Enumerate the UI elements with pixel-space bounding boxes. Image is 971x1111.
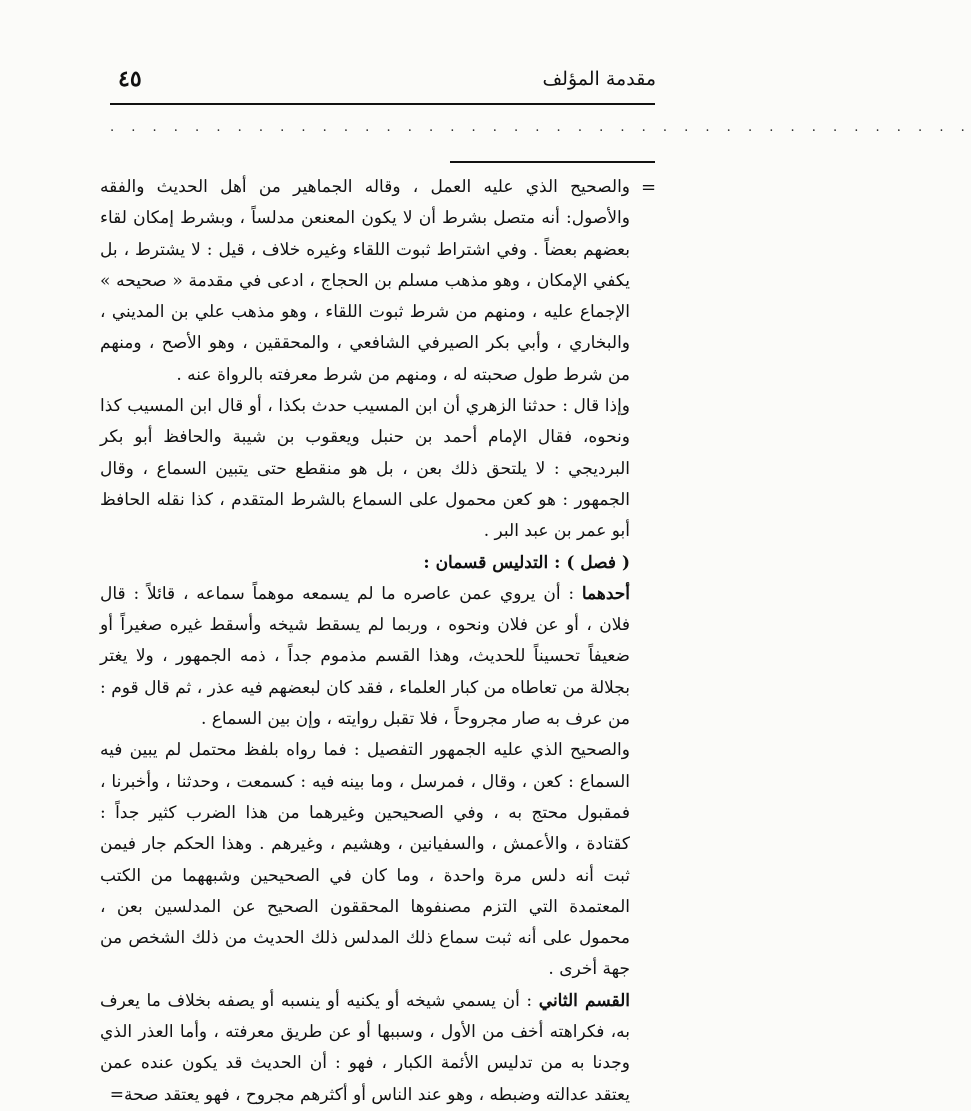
paragraph-text: : أن يروي عمن عاصره ما لم يسمعه موهماً سماعه ، قائلاً : قال فلان ، أو عن فلان ونحوه ، وربما لم يسقط شيخه وأسقط غيره صغيراً أو ضعيفاً تحسيناً للحديث، وهذا القسم مذموم جداً ، ذمه الجمهور ، ولا يغتر بجلالة من تعاطاه من كبار العلماء ، فقد كان لبعضهم فيه عذر ، ثم قال قوم : من عرف به صار مجروحاً ، فلا تقبل روايته ، وإن بين السماع .: [100, 583, 630, 730]
running-title: مقدمة المؤلف: [542, 68, 656, 90]
paragraph-text: وإذا قال : حدثنا الزهري أن ابن المسيب حدث بكذا ، أو قال ابن المسيب كذا ونحوه، فقال الإمام أحمد بن حنبل ويعقوب بن شيبة والحافظ أبو بكر البرديجي : لا يلتحق ذلك بعن ، بل هو منقطع حتى يتبين السماع ، وقال الجمهور : هو كعن محمول على السماع بالشرط المتقدم ، كذا نقله الحافظ أبو عمر بن عبد البر .: [100, 396, 630, 542]
page-header: [110, 66, 656, 94]
header-rule: [110, 103, 655, 105]
page-number: ٤٥: [118, 66, 142, 92]
paragraph: [100, 172, 630, 391]
paragraph-lead: القسم الثاني: [538, 990, 631, 1011]
paragraph: [100, 391, 630, 547]
section-heading-text: ( فصل ) : التدليس قسمان :: [423, 552, 630, 573]
paragraph-text: والصحيح الذي عليه الجمهور التفصيل : فما رواه بلفظ محتمل لم يبين فيه السماع : كعن ، وقال ، فمرسل ، وما بينه فيه : كسمعت ، وحدثنا ، وأخبرنا ، فمقبول محتج به ، وفي الصحيحين وغيرهما من هذا الضرب كثير جداً : كقتادة ، والأعمش ، والسفيانين ، وهشيم ، وغيرهم . وهذا الحكم جار فيمن ثبت أنه دلس مرة واحدة ، وما كان في الصحيحين وشبههما من الكتب المعتمدة التي التزم مصنفوها المحققون الصحيح عن المدلسين بعن ، محمول على أنه ثبت سماع ذلك المدلس ذلك الحديث من ذلك الشخص من جهة أخرى .: [100, 740, 630, 980]
footnote-rule: [450, 161, 655, 163]
paragraph-lead: أحدهما: [581, 583, 630, 604]
paragraph-text: : أن يسمي شيخه أو يكنيه أو ينسبه أو يصفه بخلاف ما يعرف به، فكراهته أخف من الأول ، وسببها أو عن طريق معرفته ، وأما العذر الذي وجدنا به من تدليس الأئمة الكبار ، فهو : أن الحديث قد يكون عنده عمن يعتقد عدالته وضبطه ، وهو عند الناس أو أكثرهم مجروح ، فهو يعتقد صحة=: [100, 990, 630, 1105]
paragraph: [100, 735, 630, 985]
section-heading: [100, 548, 630, 579]
paragraph: [100, 986, 630, 1111]
page-body: [100, 172, 630, 1111]
continuation-mark: =: [641, 177, 657, 198]
paragraph: [100, 579, 630, 735]
paragraph-text: والصحيح الذي عليه العمل ، وقاله الجماهير من أهل الحديث والفقه والأصول: أنه متصل بشرط أن لا يكون المعنعن مدلساً ، وبشرط إمكان لقاء بعضهم بعضاً . وفي اشتراط ثبوت اللقاء وغيره خلاف ، قيل : لا يشترط ، بل يكفي الإمكان ، وهو مذهب مسلم بن الحجاج ، ادعى في مقدمة « صحيحه » الإجماع عليه ، ومنهم من شرط ثبوت اللقاء ، وهو مذهب علي بن المديني ، والبخاري ، وأبي بكر الصيرفي الشافعي ، والمحققين ، وهو الأصح ، ومنهم من شرط طول صحبته له ، ومنهم من شرط معرفته بالرواة عنه .: [100, 177, 630, 385]
dotted-separator: . . . . . . . . . . . . . . . . . . . . . . . . . . . . . . . . . . . . . . . . .: [110, 120, 971, 135]
